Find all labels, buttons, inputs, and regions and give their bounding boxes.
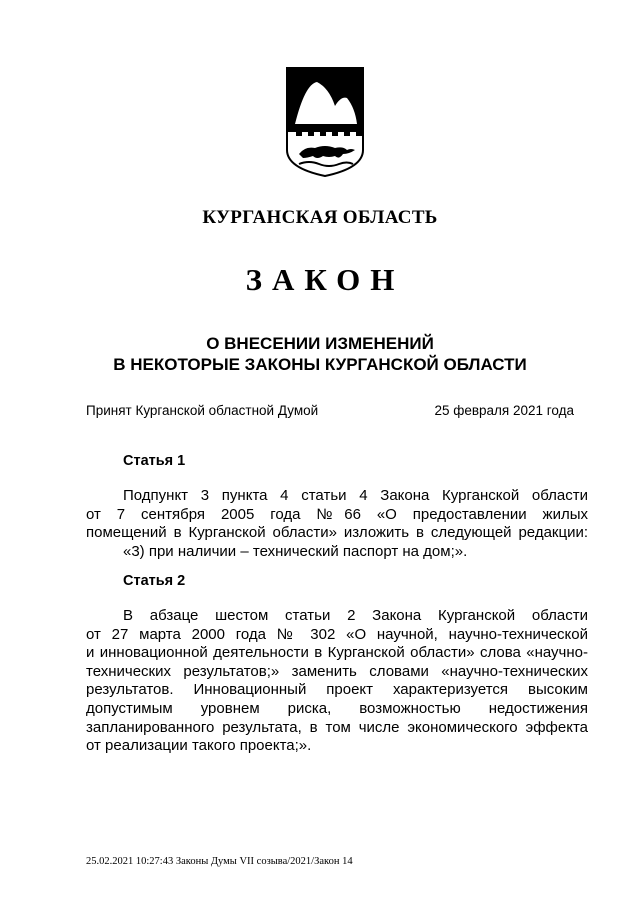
article-line: допустимым уровнем риска, возможностью недостижения: [86, 699, 588, 717]
article-body: [86, 487, 588, 561]
article-line: В абзаце шестом статьи 2 Закона Курганской области: [123, 607, 588, 624]
article-body: [86, 607, 588, 756]
adopted-by: Принят Курганской областной Думой: [86, 403, 319, 418]
article-line: «3) при наличии – технический паспорт на дом;».: [123, 542, 468, 560]
region-name: КУРГАНСКАЯ ОБЛАСТЬ: [202, 207, 438, 228]
coat-of-arms-icon: [285, 66, 365, 178]
article-heading: Статья 2: [123, 573, 186, 589]
adoption-date: 25 февраля 2021 года: [434, 403, 574, 418]
article-heading: Статья 1: [123, 453, 186, 469]
document-footer: 25.02.2021 10:27:43 Законы Думы VII созыва/2021/Закон 14: [86, 856, 353, 867]
law-title-line: В НЕКОТОРЫЕ ЗАКОНЫ КУРГАНСКОЙ ОБЛАСТИ: [113, 355, 527, 374]
article-line: от 27 марта 2000 года № 302 «О научной, научно-технической: [86, 625, 588, 643]
article-line: результатов. Инновационный проект характеризуется высоким: [86, 681, 588, 699]
article-line: технических результатов;» заменить словами «научно-технических: [86, 662, 588, 680]
article-line: от 7 сентября 2005 года №66 «О предоставлении жилых: [86, 505, 588, 523]
document-type: ЗАКОН: [245, 262, 405, 297]
article-line: Подпункт 3 пункта 4 статьи 4 Закона Курганской области: [123, 487, 588, 504]
article-line: и инновационной деятельности в Курганской области» слова «научно-: [86, 644, 588, 662]
article-line: от реализации такого проекта;».: [86, 737, 312, 755]
article-line: запланированного результата, в том числе экономического эффекта: [86, 718, 588, 736]
law-title-line: О ВНЕСЕНИИ ИЗМЕНЕНИЙ: [206, 334, 434, 353]
law-title: [0, 333, 640, 375]
article-line: помещений в Курганской области» изложить в следующей редакции:: [86, 524, 588, 542]
